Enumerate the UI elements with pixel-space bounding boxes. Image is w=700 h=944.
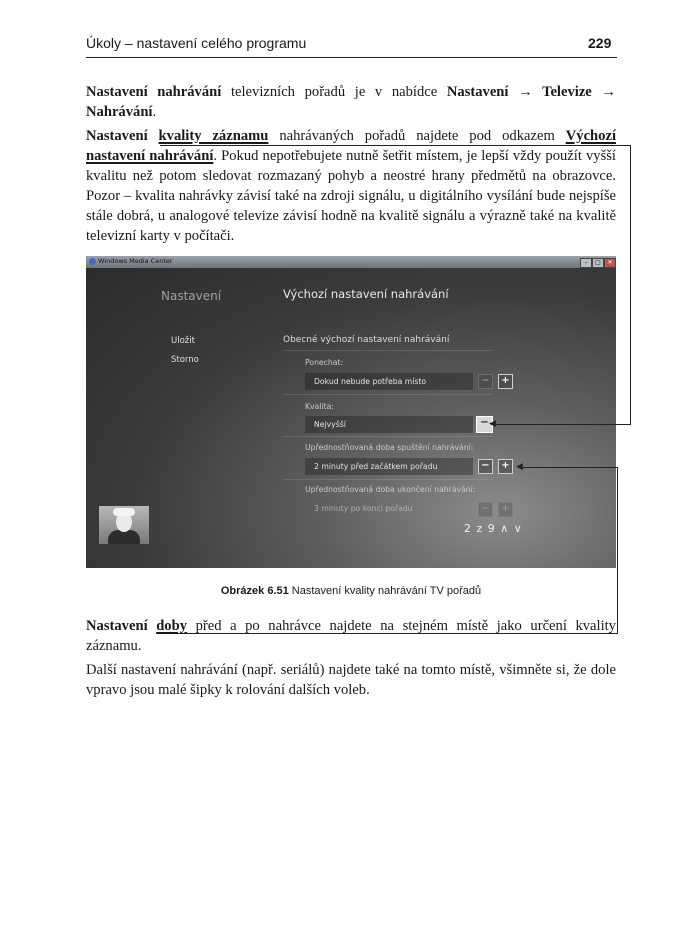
quality-label: Kvalita:	[305, 402, 334, 411]
separator	[283, 350, 493, 351]
header-rule	[86, 57, 617, 58]
save-button[interactable]: Uložit	[171, 336, 195, 346]
maximize-icon[interactable]: □	[592, 258, 604, 268]
paragraph-recording-settings: Nastavení nahrávání televizních pořadů je v nabídce Nastavení → Televize → Nahrávání.	[86, 84, 616, 120]
start-time-increase-button[interactable]: +	[498, 459, 513, 474]
arrow-left-icon: ◀	[489, 419, 496, 429]
page-title: Výchozí nastavení nahrávání	[283, 287, 449, 301]
connector-quality-pointer	[493, 424, 631, 425]
live-tv-thumbnail[interactable]	[99, 506, 149, 544]
keep-value: Dokud nebude potřeba místo	[314, 377, 427, 386]
end-time-label: Upřednostňovaná doba ukončení nahrávání:	[305, 485, 476, 494]
connector-quality-vertical	[630, 145, 631, 424]
quality-value: Nejvyšší	[314, 420, 346, 429]
keep-increase-button[interactable]: +	[498, 374, 513, 389]
keep-label: Ponechat:	[305, 358, 344, 367]
cancel-button[interactable]: Storno	[171, 355, 199, 365]
window-title: Windows Media Center	[98, 257, 173, 265]
time-underline-term: doby	[156, 618, 188, 634]
end-time-decrease-button[interactable]: −	[478, 502, 493, 517]
connector-time-pointer	[520, 467, 618, 468]
start-time-label: Upřednostňovaná doba spuštění nahrávání:	[305, 443, 474, 452]
minimize-icon[interactable]: –	[580, 258, 592, 268]
quality-decrease-button[interactable]: −	[476, 416, 493, 433]
keep-decrease-button[interactable]: −	[478, 374, 493, 389]
start-time-value: 2 minuty před začátkem pořadu	[314, 462, 438, 471]
default-recording-settings-term: Výchozí nastavení nahrávání	[86, 128, 616, 164]
end-time-value: 3 minuty po konci pořadu	[314, 504, 413, 513]
separator	[283, 394, 493, 395]
page-scroll-arrows[interactable]: 2 z 9 ∧ ∨	[464, 522, 523, 535]
paragraph-more-settings: Další nastavení nahrávání (např. seriálů) najdete také na tomto místě, všimněte si, že dole vpravo jsou malé šipky k rolování dalších voleb.	[86, 662, 616, 698]
arrow-left-icon: ◀	[516, 462, 523, 472]
wmc-screenshot	[86, 256, 616, 568]
separator	[283, 479, 493, 480]
window-titlebar	[86, 256, 616, 268]
close-icon[interactable]: ✕	[604, 258, 616, 268]
windows-media-center-icon	[89, 258, 96, 265]
connector-time-vertical	[617, 467, 618, 634]
start-time-decrease-button[interactable]: −	[478, 459, 493, 474]
section-title: Nastavení	[161, 289, 222, 303]
separator	[283, 436, 493, 437]
paragraph-recording-time: Nastavení doby před a po nahrávce najdete na stejném místě jako určení kvality záznamu.	[86, 618, 616, 654]
connector-quality-horizontal	[160, 145, 631, 146]
page-number: 229	[588, 35, 612, 51]
paragraph-recording-quality: Nastavení kvality záznamu nahrávaných pořadů najdete pod odkazem Výchozí nastavení nahrávání. Pokud nepotřebujete nutně šetřit místem, je lepší vždy použít vyšší kvalitu než potom sledovat rozmazaný pohyb a neostré hrany předmětů na obrazovce. Pozor – kvalita nahrávky závisí také na zdroji signálu, u digitálního vysílání bude nejspíše stále dobrá, u analogové televize závisí hodně na kvalitě signálu a výrazně také na kvalitě televizní karty v počítači.	[86, 128, 616, 244]
group-title: Obecné výchozí nastavení nahrávání	[283, 335, 450, 345]
quality-underline-term: kvality záznamu	[158, 128, 269, 144]
running-header-title: Úkoly – nastavení celého programu	[86, 35, 307, 51]
figure-caption: Obrázek 6.51 Nastavení kvality nahrávání TV pořadů	[220, 585, 482, 597]
end-time-increase-button[interactable]: +	[498, 502, 513, 517]
